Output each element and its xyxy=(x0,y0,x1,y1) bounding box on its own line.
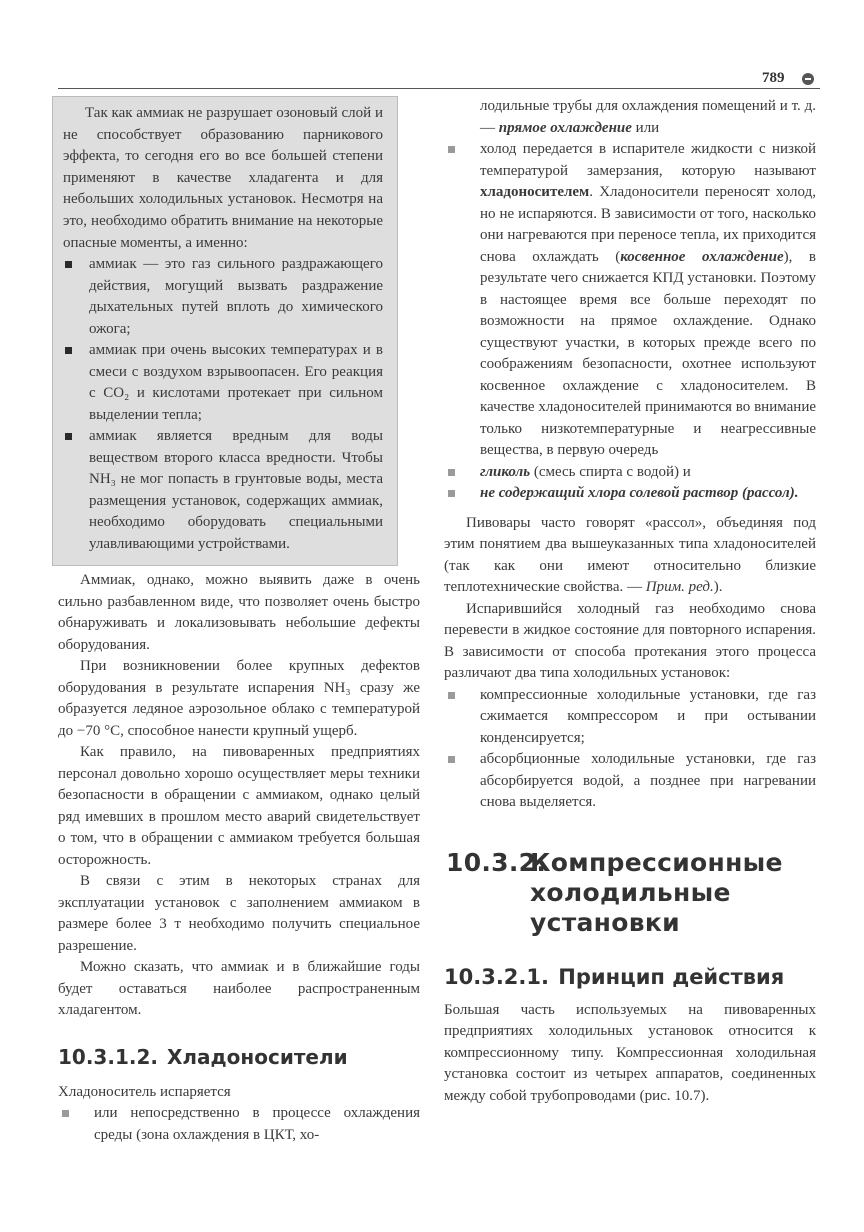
coolant-list xyxy=(58,1103,420,1146)
bullet-icon xyxy=(65,261,72,268)
list-item: компрессионные холодильные установки, где газ сжимается компрессором и при остывании конденсируется; xyxy=(444,685,816,750)
page-mark-icon xyxy=(802,73,814,85)
page-header xyxy=(58,60,818,90)
bullet-icon xyxy=(62,1110,69,1117)
list-item: не содержащий хлора солевой раствор (рассол). xyxy=(444,483,816,505)
warning-list xyxy=(63,254,383,555)
bullet-icon xyxy=(448,692,455,699)
warning-intro: Так как аммиак не разрушает озоновый слой и не способствует образованию парникового эффекта, то сегодня его во все большей степени применяют в качестве хладагента и для небольших холодильных установок. Несмотря на это, необходимо обратить внимание на некоторые опасные моменты, а именно: xyxy=(63,105,383,251)
list-continuation: лодильные трубы для охлаждения помещений и т. д. — прямое охлаждение или xyxy=(480,98,816,136)
body-paragraph: Аммиак, однако, можно выявить даже в очень сильно разбавленном виде, что позволяет очень быстро обнаруживать и локализовывать небольшие дефекты оборудования. xyxy=(58,572,420,653)
page-number: 789 xyxy=(762,70,785,86)
list-item: холод передается в испарителе жидкости с низкой температурой замерзания, которую называют хладоносителем. Хладоносители переносят холод, но не испаряются. В зависимости от того, насколько они нагреваются при переносе тепла, их приходится снова охлаждать (косвенное охлаждение), в результате чего снижается КПД установки. Поэтому в настоящее время все больше переходят по возможности на прямое охлаждение. Однако существуют участки, в которых прежде всего по соображениям безопасности, охотнее используют косвенное охлаждение с хладоносителем. В качестве хладоносителей принимаются во внимание только низкотемпературные и неагрессивные вещества, в первую очередь xyxy=(444,139,816,462)
body-paragraph: При возникновении более крупных дефектов оборудования в результате испарения NH₃ сразу же образуется ледяное аэрозольное облако с температурой до −70 °C, способное нанести крупный ущерб. xyxy=(58,658,420,739)
body-paragraph: Большая часть используемых на пивоваренных предприятиях холодильных установок относится к компрессионному типу. Компрессионная холодильная установка состоит из четырех аппаратов, соединенных между собой трубопроводами (рис. 10.7). xyxy=(444,1001,816,1104)
subsection-heading-principle: 10.3.2.1. Принцип действия xyxy=(444,964,785,989)
bullet-icon xyxy=(65,347,72,354)
right-column xyxy=(444,96,816,1107)
header-rule xyxy=(58,88,820,89)
body-paragraph: Испарившийся холодный газ необходимо снова перевести в жидкое состояние для повторного испарения. В зависимости от способа протекания этого процесса различают два типа холодильных установок: xyxy=(444,600,816,681)
bullet-icon xyxy=(448,756,455,763)
bullet-icon xyxy=(448,469,455,476)
section-heading-compression: 10.3.2. Компрессионные холодильные установки xyxy=(446,847,783,937)
warning-item: аммиак при очень высоких температурах и в смеси с воздухом взрывоопасен. Его реакция с CO₂ и кислотами протекает при сильном выделении тепла; xyxy=(63,340,383,426)
warning-item: аммиак является вредным для воды веществом второго класса вредности. Чтобы NH₃ не мог попасть в грунтовые воды, места размещения установок, содержащих аммиак, необходимо оборудовать специальными улавливающими устройствами. xyxy=(63,426,383,555)
bullet-icon xyxy=(448,146,455,153)
warning-item: аммиак — это газ сильного раздражающего действия, могущий вызвать раздражение дыхательных путей вплоть до химического ожога; xyxy=(63,254,383,340)
list-item: гликоль (смесь спирта с водой) и xyxy=(444,462,816,484)
list-item: абсорбционные холодильные установки, где газ абсорбируется водой, а позднее при нагревании снова выделяется. xyxy=(444,749,816,814)
list-item: или непосредственно в процессе охлаждения среды (зона охлаждения в ЦКТ, хо- xyxy=(58,1103,420,1146)
installation-types-list xyxy=(444,685,816,814)
coolant-list-continued xyxy=(444,139,816,505)
bullet-icon xyxy=(448,490,455,497)
body-paragraph: В связи с этим в некоторых странах для эксплуатации установок с заполнением аммиаком в размере более 3 т необходимо получить специальное разрешение. xyxy=(58,873,420,954)
body-paragraph: Пивовары часто говорят «рассол», объединяя под этим понятием два вышеуказанных типа хладоносителей (так как они имеют относительно близкие теплотехнические свойства. — Прим. ред.). xyxy=(444,514,816,595)
left-column xyxy=(58,96,420,1146)
bullet-icon xyxy=(65,433,72,440)
section-heading-coolants: 10.3.1.2. Хладоносители xyxy=(58,1044,348,1069)
body-paragraph: Хладоноситель испаряется xyxy=(58,1083,231,1100)
warning-box xyxy=(52,96,398,566)
body-paragraph: Можно сказать, что аммиак и в ближайшие годы будет оставаться наиболее распространенным хладагентом. xyxy=(58,959,420,1019)
body-paragraph: Как правило, на пивоваренных предприятиях персонал довольно хорошо осуществляет меры техники безопасности в обращении с аммиаком, однако целый ряд имевших в прошлом место аварий свидетельствует о том, что в обращении с аммиаком требуется большая осторожность. xyxy=(58,744,420,868)
